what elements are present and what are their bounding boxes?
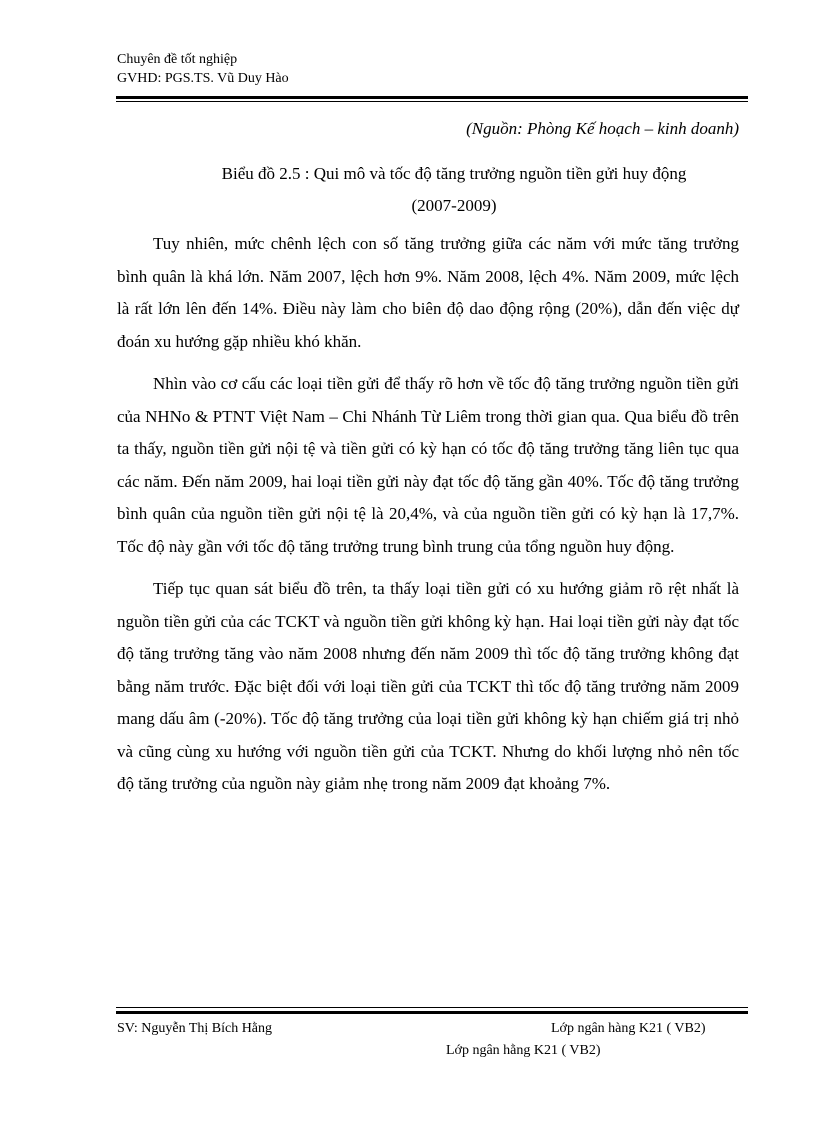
paragraph-2: Nhìn vào cơ cấu các loại tiền gửi để thấy rõ hơn về tốc độ tăng trưởng nguồn tiền gửi của NHNo & PTNT Việt Nam – Chi Nhánh Từ Liêm trong thời gian qua. Qua biểu đồ trên ta thấy, nguồn tiền gửi nội tệ và tiền gửi có kỳ hạn có tốc độ tăng trưởng tăng liên tục qua các năm. Đến năm 2009, hai loại tiền gửi này đạt tốc độ tăng gần 40%. Tốc độ tăng trưởng bình quân của nguồn tiền gửi nội tệ là 20,4%, và của nguồn tiền gửi có kỳ hạn là 17,7%. Tốc độ này gần với tốc độ tăng trưởng trung bình trung của tổng nguồn huy động. <box>117 374 739 556</box>
header-thesis-title: Chuyên đề tốt nghiệp <box>117 52 238 67</box>
footer-class-duplicate: Lớp ngân hằng K21 ( VB2) <box>446 1043 601 1058</box>
chart-caption-years: (2007-2009) <box>411 196 497 215</box>
header-rule-thin <box>116 101 748 102</box>
source-note: (Nguồn: Phòng Kế hoạch – kinh doanh) <box>466 119 739 138</box>
page-header <box>117 50 747 88</box>
footer-rule-thick <box>116 1011 748 1014</box>
paragraph-1: Tuy nhiên, mức chênh lệch con số tăng trưởng giữa các năm với mức tăng trưởng bình quân là khá lớn. Năm 2007, lệch hơn 9%. Năm 2008, lệch 4%. Năm 2009, mức lệch là rất lớn lên đến 14%. Điều này làm cho biên độ dao động rộng (20%), dẫn đến việc dự đoán xu hướng gặp nhiều khó khăn. <box>117 234 739 351</box>
footer-rule-thin <box>116 1007 748 1008</box>
header-rule-thick <box>116 96 748 99</box>
body-text <box>117 228 739 811</box>
chart-caption-title: Biểu đồ 2.5 : Qui mô và tốc độ tăng trưởng nguồn tiền gửi huy động <box>221 164 687 183</box>
footer-student-name: SV: Nguyễn Thị Bích Hằng <box>117 1021 273 1036</box>
paragraph-3: Tiếp tục quan sát biểu đồ trên, ta thấy loại tiền gửi có xu hướng giảm rõ rệt nhất là nguồn tiền gửi của các TCKT và nguồn tiền gửi không kỳ hạn. Hai loại tiền gửi này đạt tốc độ tăng trưởng tăng vào năm 2008 nhưng đến năm 2009 thì tốc độ tăng trưởng không đạt bằng năm trước. Đặc biệt đối với loại tiền gửi của TCKT thì tốc độ tăng trưởng năm 2009 mang dấu âm (-20%). Tốc độ tăng trưởng của loại tiền gửi không kỳ hạn chiếm giá trị nhỏ và cũng cùng xu hướng với nguồn tiền gửi của TCKT. Nhưng do khối lượng nhỏ nên tốc độ tăng trưởng của nguồn này giảm nhẹ trong năm 2009 đạt khoảng 7%. <box>117 579 739 793</box>
header-advisor: GVHD: PGS.TS. Vũ Duy Hào <box>117 71 289 86</box>
footer-class: Lớp ngân hàng K21 ( VB2) <box>551 1021 706 1036</box>
chart-caption <box>117 158 791 222</box>
